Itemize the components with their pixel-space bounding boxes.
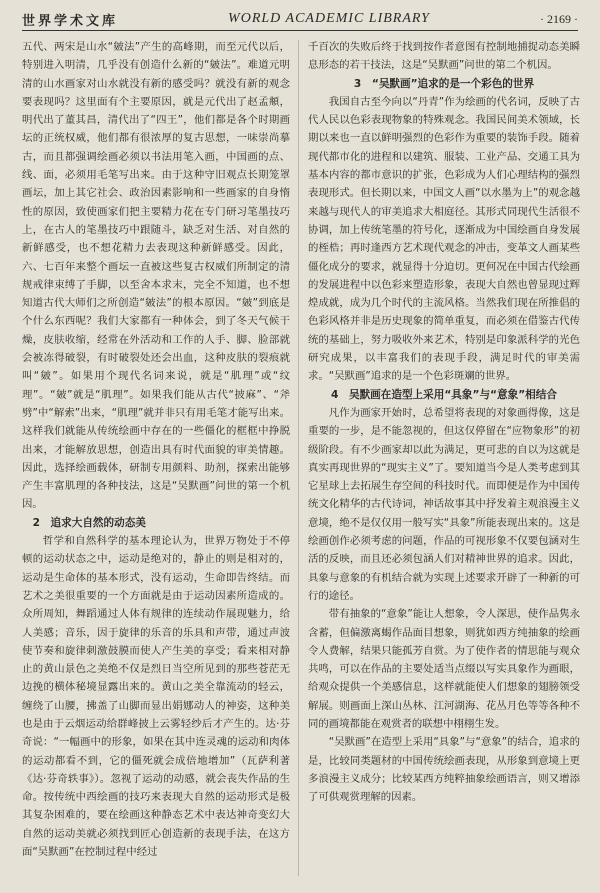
section-heading-2: 2 追求大自然的动态美 [32, 516, 146, 529]
section-heading-4: 4 吴默画在造型上采用“具象”与“意象”相结合 [331, 388, 557, 401]
right-column [308, 38, 580, 878]
header-chinese-title: 世界学术文库 [22, 13, 119, 29]
page-header [22, 8, 578, 31]
left-paragraph-1: 五代、两宋是山水“皴法”产生的高峰期，而至元代以后，特别进入明清，几乎没有创造什么新的“皴法”。难道元明清的山水画家对山水就没有新的感受吗？就没有新的观念要表现吗？这里面有个主要原因，就是元代出了赵孟頫，明代出了董其昌，清代出了“四王”，他们都是各个时期画坛的正统权威，他们都有很浓厚的复古思想，一味崇尚摹古，而且都强调绘画必须以书法用笔入画，中国画的点、线、面，必须用毛笔写出来。由于这种守旧观点长期笼罩画坛，加上其它社会、政治因素影响和一些画家的自身惰性的原因，致使画家们把主要精力花在专门研习笔墨技巧上，在古人的笔墨技巧中跟随斗，缺乏对生活、对自然的新鲜感受，也不想花精力去表现这种新鲜感受。因此，六、七百年来整个画坛一直被这些复古权威们所制定的清规戒律束缚了手脚，以至舍本求末，完全不知道，也不想知道古代大师们之所创造“皴法”的根本原因。“皴”到底是个什么东西呢？我们大家都有一种体会，到了冬天气候干燥，皮肤收缩，经常在外活动和工作的人手、脚、脸部就会被冻得破裂，有时破裂处还会出血，这种皮肤的裂痕就叫“皴”。如果用个现代名词来说，就是“肌理”或“纹理”。“皴”就是“肌理”。如果我们能从古代“披麻”、“斧劈”中“解索”出来，“肌理”就并非只有用毛笔才能写出来。这样我们就能从传统绘画中存在的一些僵化的框框中挣脱出来，才能解放思想，创造出具有时代面貌的审美情趣。因此，选择绘画载体，研制专用颜料、助剂，探索出能够产生丰富肌理的各种技法，这是“吴默画”问世的第一个机因。 [22, 41, 290, 511]
page-number: · 2169 · [540, 11, 578, 26]
left-paragraph-2: 哲学和自然科学的基本理论认为，世界万物处于不停顿的运动状态之中，运动是绝对的，静止的则是相对的，运动是生命体的基本形式，没有运动，生命即告终结。而艺术之美很重要的一个方面就是由于运动因素所造成的。众所周知，舞蹈通过人体有规律的连续动作展现魅力，给人美感；音乐，因于旋律的乐音的乐具和声带，通过声波使节奏和旋律刺激鼓膜而使人产生美的享受；看来相对静止的黄山景色之美绝不仅是烈日当空所见到的那些苍茫无边挽的横体秘境显露出来的。黄山之美全靠流动的轻云，缠绕了山腰，拂盖了山脚而显出娟娜动人的神姿，这种美也是由于云烟运动给群峰披上云雾轻纱后才产生的。达·芬奇说：“一幅画中的形象，如果在其中连灵魂的运动和肉体的运动都看不到，它的僵死就会成倍地增加”（瓦萨利著《达·芬奇轶事》）。忽视了运动的动感，就会丧失作品的生命。按传统中西绘画的技巧来表现大自然的运动形式是极其复杂困难的，要在绘画这种静态艺术中表达神奇变幻大自然的运动美就必须找到匠心创造新的表现手法，在这方面“吴默画”在控制过程中经过 [22, 535, 290, 859]
column-divider [298, 40, 299, 876]
right-paragraph-4: 带有抽象的“意象”能让人想象，令人深思，使作品隽永含蓄，但偏激离蝎作品面目想象，则犹如西方纯抽象的绘画令人费解，结果只能孤芳自赏。为了使作者的情思能与观众共鸣，可以在作品的主要处适当点缀以写实具象作为画眼，给观众提供一个美感信息，这样就能使人们想象的翅膀领受解展。则画面上深山丛林、江河湖海、花丛月色等等各种不同的画境都能在观赏者的联想中栩栩生发。 [308, 608, 580, 730]
header-english-title: WORLD ACADEMIC LIBRARY [228, 11, 430, 26]
right-paragraph-1: 千百次的失败后终于找到按作者意图有控制地捕捉动态美瞬息形态的若干技法，这是“吴默画”问世的第二个机因。 [308, 41, 580, 72]
section-heading-3: 3 “吴默画”追求的是一个彩色的世界 [353, 77, 535, 90]
right-paragraph-5: “吴默画”在造型上采用“具象”与“意象”的结合，追求的是，比较同类题材的中国传统绘画表现，从形象到意境上更多浪漫主义成分；比较某西方纯粹抽象绘画语言，则又增添了可供观赏理解的因素。 [308, 736, 580, 804]
right-paragraph-2: 我国自古至今向以“丹青”作为绘画的代名词，反映了古代人民以色彩表现物象的特殊观念。我国民间美术领域，长期以来也一直以鲜明强烈的色彩作为重要的装饰手段。随着现代都市化的进程和以建筑、服装、工业产品、交通工具为基本内容的都市意识的扩张，色彩成为人们心理结构的强烈表现形式。但长期以来，中国文人画“以水墨为上”的观念越来越与现代人的审美追求大相庭径。其形式同现代生活很不协调，加上传统笔墨的符号化，逐渐成为中国绘画自身发展的桎梏；再时逢西方艺术现代观念的冲击，变革文人画某些僵化成分的要求，就显得十分迫切。更何况在中国古代绘画的发展进程中以色彩来塑造形象，表现大自然也曾显现过辉煌成就，成为几个时代的主流风格。当然我们现在所推倡的色彩风格并非是历史现象的简单重复，而必须在借鉴古代传统的基础上，努力吸收外来艺术，特别是印象派科学的光色研究成果，以丰富我们的表现手段，满足时代的审美需求。“吴默画”追求的是一个色彩斑斓的世界。 [308, 95, 580, 383]
right-paragraph-3: 凡作为画家开始时，总希望将表现的对象画得像，这是重要的一步，是不能忽视的，但这仅停留在“应物象形”的初级阶段。有不少画家却以此为满足，更可悲的自以为这就是真实再现世界的“现实主义”了。要知道当今是人类考虑到其它星球上去拓展生存空间的科技时代。而即便是作为中国传统文化精华的古代诗词，神话故事其中抒发着主观浪漫主义意境，绝不是仅仅用一般写实“具象”所能表现出来的。这是绘画创作必须考虑的问题，作品的可视形象不仅要包涵对生活的反映，而且还必须包涵人们对精神世界的追求。因此，具象与意象的有机结合就为实现上述要求开辟了一种新的可行的途径。 [308, 406, 580, 602]
left-column [22, 38, 290, 878]
